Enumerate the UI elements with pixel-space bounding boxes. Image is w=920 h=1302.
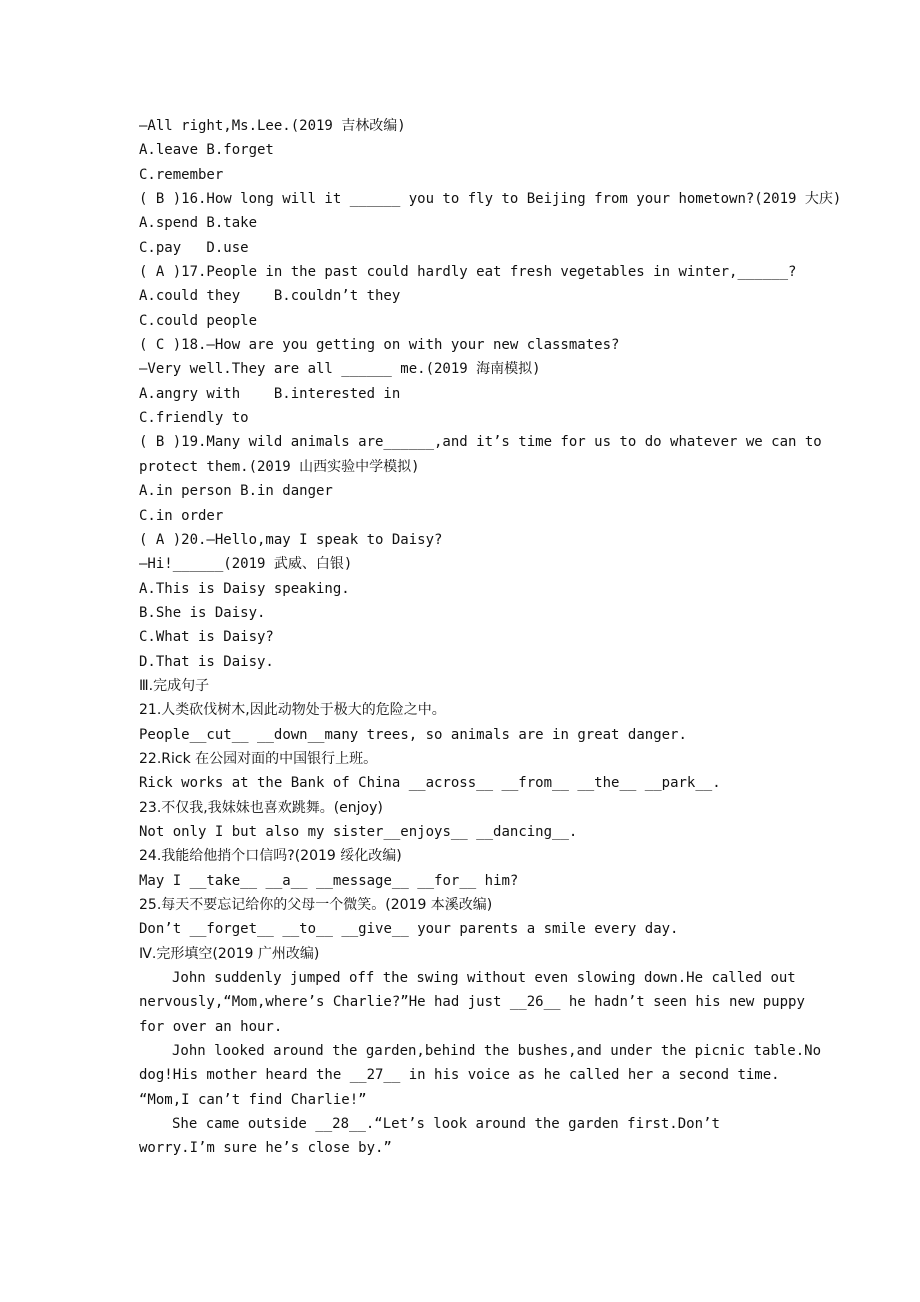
answer-prefix: Rick works at the Bank of China <box>139 775 409 792</box>
passage-text: dog!His mother heard the <box>139 1067 350 1084</box>
text-line: protect them.(2019 山西实验中学模拟) <box>139 458 420 475</box>
option-line: C.remember <box>139 166 224 183</box>
text-line: —All right,Ms.Lee.(2019 吉林改编) <box>139 118 406 134</box>
filled-blank: __the__ <box>577 775 637 792</box>
section-3-heading: Ⅲ.完成句子 <box>139 677 210 694</box>
passage-line: “Mom,I can’t find Charlie!” <box>139 1091 367 1108</box>
question-20: ( A )20.—Hello,may I speak to Daisy? <box>139 531 443 548</box>
answer-prefix: May I <box>139 872 190 889</box>
passage-line: John looked around the garden,behind the bushes,and under the picnic table.No <box>172 1043 822 1060</box>
answer-suffix: many trees, so animals are in great danger. <box>324 726 687 743</box>
answer-suffix: . <box>568 823 578 840</box>
filled-blank: __message__ <box>316 872 409 889</box>
answer-suffix: . <box>712 775 721 792</box>
option-line: C.pay D.use <box>139 239 249 256</box>
question-17: ( A )17.People in the past could hardly eat fresh vegetables in winter,______? <box>139 264 797 281</box>
filled-blank: __cut__ <box>189 726 249 743</box>
passage-line: John suddenly jumped off the swing without even slowing down.He called out <box>172 970 796 987</box>
filled-blank: __enjoys__ <box>383 823 468 840</box>
cloze-blank-26: __26__ <box>509 994 561 1011</box>
option-line: C.could people <box>139 312 258 329</box>
passage-text: nervously,“Mom,where’s Charlie?”He had just <box>139 994 510 1011</box>
option-line: A.could they B.couldn’t they <box>139 288 401 305</box>
cloze-blank-27: __27__ <box>349 1067 401 1084</box>
filled-blank: __forget__ <box>189 921 274 938</box>
option-line: A.This is Daisy speaking. <box>139 580 350 597</box>
answer-22 <box>139 771 829 795</box>
filled-blank: __from__ <box>501 775 569 792</box>
answer-prefix: People <box>139 726 190 743</box>
answer-prefix: Don’t <box>139 921 190 938</box>
answer-23 <box>139 820 829 844</box>
passage-line <box>139 990 829 1014</box>
passage-line <box>139 1063 829 1087</box>
option-line: C.What is Daisy? <box>139 629 274 646</box>
answer-suffix: him? <box>476 872 519 889</box>
question-19: ( B )19.Many wild animals are______,and it’s time for us to do whatever we can to <box>139 434 822 451</box>
passage-text: .“Let’s look around the garden first.Don’t <box>365 1116 720 1133</box>
option-line: B.She is Daisy. <box>139 604 266 621</box>
answer-25 <box>139 917 829 941</box>
filled-blank: __dancing__ <box>476 823 569 840</box>
filled-blank: __give__ <box>341 921 409 938</box>
section-4-heading: Ⅳ.完形填空(2019 广州改编) <box>139 945 320 962</box>
question-24-zh: 24.我能给他捎个口信吗?(2019 绥化改编) <box>139 848 402 865</box>
question-21-zh: 21.人类砍伐树木,因此动物处于极大的危险之中。 <box>139 702 446 719</box>
passage-line: worry.I’m sure he’s close by.” <box>139 1140 392 1157</box>
option-line: A.leave B.forget <box>139 142 274 159</box>
text-line: —Hi!______(2019 武威、白银) <box>139 556 353 573</box>
filled-blank: __a__ <box>265 872 308 889</box>
filled-blank: __take__ <box>189 872 258 889</box>
question-25-zh: 25.每天不要忘记给你的父母一个微笑。(2019 本溪改编) <box>139 897 493 913</box>
question-22-zh: 22.Rick 在公园对面的中国银行上班。 <box>139 750 378 767</box>
answer-24 <box>139 869 829 893</box>
filled-blank: __park__ <box>644 775 713 792</box>
option-line: C.in order <box>139 507 224 524</box>
question-18: ( C )18.—How are you getting on with your new classmates? <box>139 337 620 354</box>
passage-text: he hadn’t seen his new puppy <box>560 994 805 1011</box>
passage-line: for over an hour. <box>139 1018 283 1035</box>
passage-line <box>139 1112 829 1136</box>
option-line: C.friendly to <box>139 410 249 427</box>
text-line: —Very well.They are all ______ me.(2019 海南模拟) <box>139 361 541 378</box>
answer-21 <box>139 723 829 747</box>
filled-blank: __to__ <box>282 921 333 938</box>
question-23-zh: 23.不仅我,我妹妹也喜欢跳舞。(enjoy) <box>139 799 383 816</box>
answer-suffix: your parents a smile every day. <box>408 921 679 938</box>
filled-blank: __down__ <box>257 726 325 743</box>
filled-blank: __for__ <box>417 872 477 889</box>
option-line: A.angry with B.interested in <box>139 385 401 402</box>
question-16: ( B )16.How long will it ______ you to fly to Beijing from your hometown?(2019 大庆) <box>139 191 842 208</box>
filled-blank: __across__ <box>408 775 494 792</box>
option-line: A.in person B.in danger <box>139 483 333 500</box>
cloze-blank-28: __28__ <box>315 1116 366 1133</box>
document-page <box>139 114 842 1161</box>
option-line: A.spend B.take <box>139 215 258 232</box>
passage-text: She came outside <box>172 1116 316 1133</box>
option-line: D.That is Daisy. <box>139 653 274 670</box>
passage-text: in his voice as he called her a second time. <box>400 1067 780 1084</box>
answer-prefix: Not only I but also my sister <box>139 823 384 840</box>
